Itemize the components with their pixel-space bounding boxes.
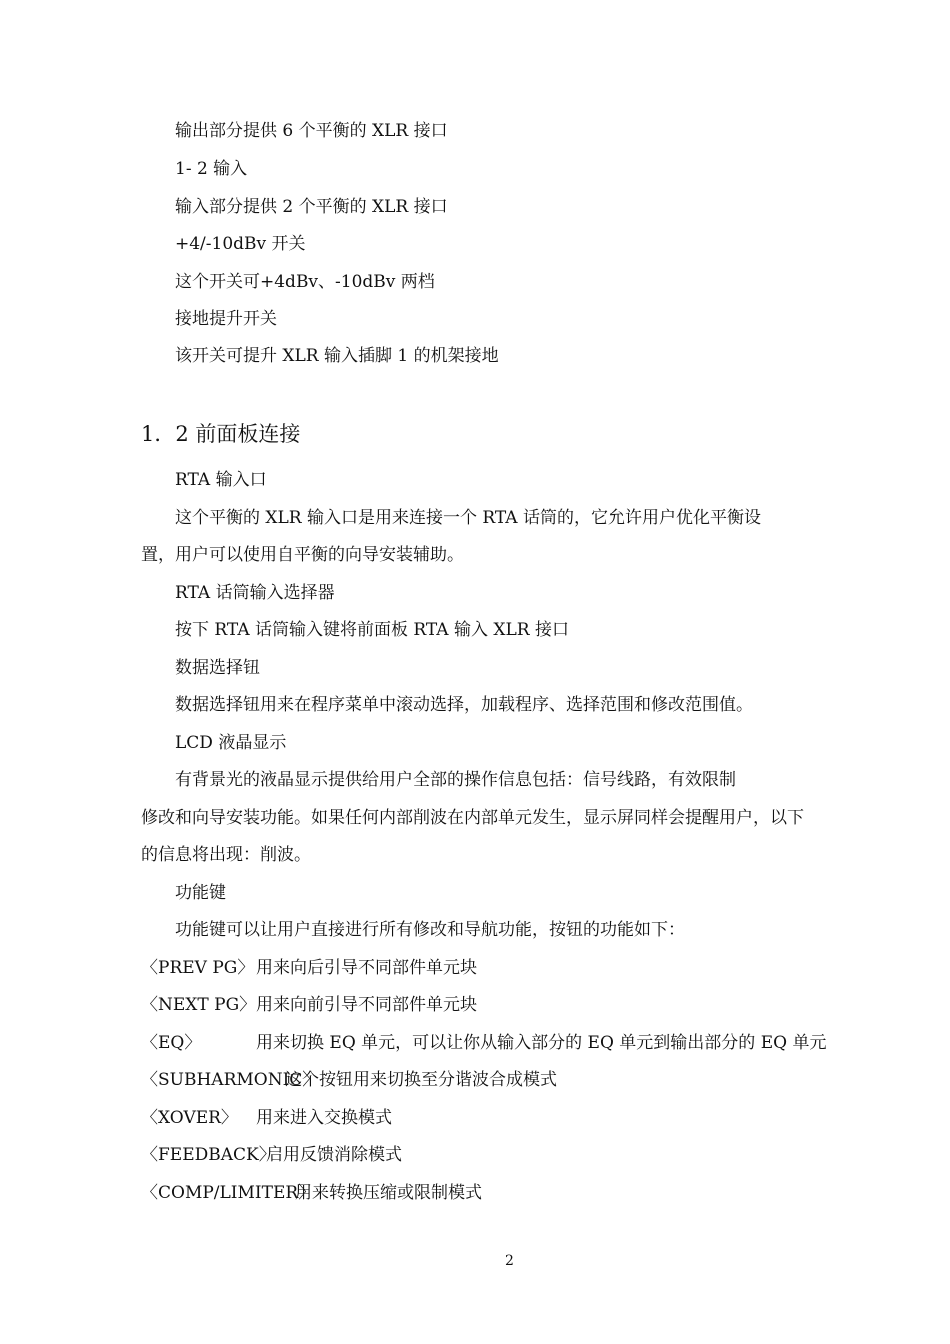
body-text-line: 置，用户可以使用自平衡的向导安装辅助。 — [141, 545, 464, 565]
subheading: 接地提升开关 — [175, 309, 277, 329]
body-text-line: 输出部分提供 6 个平衡的 XLR 接口 — [175, 121, 448, 141]
body-text-line: 数据选择钮用来在程序菜单中滚动选择，加载程序、选择范围和修改范围值。 — [175, 695, 753, 715]
subheading-function-keys: 功能键 — [175, 883, 226, 903]
body-text-line: 这个开关可+4dBv、-10dBv 两档 — [175, 272, 435, 292]
subheading-lcd: LCD 液晶显示 — [175, 733, 287, 753]
subheading-rta-selector: RTA 话筒输入选择器 — [175, 583, 335, 603]
key-desc-xover: 用来进入交换模式 — [256, 1108, 392, 1128]
key-name-next-pg: 〈NEXT PG〉 — [141, 995, 257, 1015]
key-name-eq: 〈EQ〉 — [141, 1033, 202, 1053]
section-heading: 1．2 前面板连接 — [141, 422, 301, 446]
key-desc-prev-pg: 用来向后引导不同部件单元块 — [256, 958, 477, 978]
body-text-line: 修改和向导安装功能。如果任何内部削波在内部单元发生，显示屏同样会提醒用户，以下 — [141, 808, 804, 828]
page-number: 2 — [505, 1253, 514, 1269]
key-name-feedback: 〈FEEDBACK〉 — [141, 1145, 276, 1165]
key-name-prev-pg: 〈PREV PG〉 — [141, 958, 255, 978]
subheading-rta-input: RTA 输入口 — [175, 470, 267, 490]
body-text-line: 的信息将出现：削波。 — [141, 845, 311, 865]
body-text-line: 按下 RTA 话筒输入键将前面板 RTA 输入 XLR 接口 — [175, 620, 569, 640]
body-text-line: 该开关可提升 XLR 输入插脚 1 的机架接地 — [175, 346, 499, 366]
key-desc-next-pg: 用来向前引导不同部件单元块 — [256, 995, 477, 1015]
subheading-data-knob: 数据选择钮 — [175, 658, 260, 678]
key-name-subharmonic: 〈SUBHARMONIC〉 — [141, 1070, 320, 1090]
key-name-xover: 〈XOVER〉 — [141, 1108, 238, 1128]
body-text-line: 有背景光的液晶显示提供给用户全部的操作信息包括：信号线路，有效限制 — [175, 770, 736, 790]
subheading: 1- 2 输入 — [175, 159, 248, 179]
key-desc-feedback: 启用反馈消除模式 — [266, 1145, 402, 1165]
key-desc-eq: 用来切换 EQ 单元，可以让你从输入部分的 EQ 单元到输出部分的 EQ 单元 — [256, 1033, 827, 1053]
body-text-line: 功能键可以让用户直接进行所有修改和导航功能，按钮的功能如下： — [175, 920, 685, 940]
body-text-line: 这个平衡的 XLR 输入口是用来连接一个 RTA 话筒的，它允许用户优化平衡设 — [175, 508, 761, 528]
key-desc-comp-limiter: 用来转换压缩或限制模式 — [295, 1183, 482, 1203]
key-desc-subharmonic: 这个按钮用来切换至分谐波合成模式 — [285, 1070, 557, 1090]
body-text-line: 输入部分提供 2 个平衡的 XLR 接口 — [175, 197, 448, 217]
key-name-comp-limiter: 〈COMP/LIMITER〉 — [141, 1183, 316, 1203]
subheading: +4/-10dBv 开关 — [175, 234, 306, 254]
